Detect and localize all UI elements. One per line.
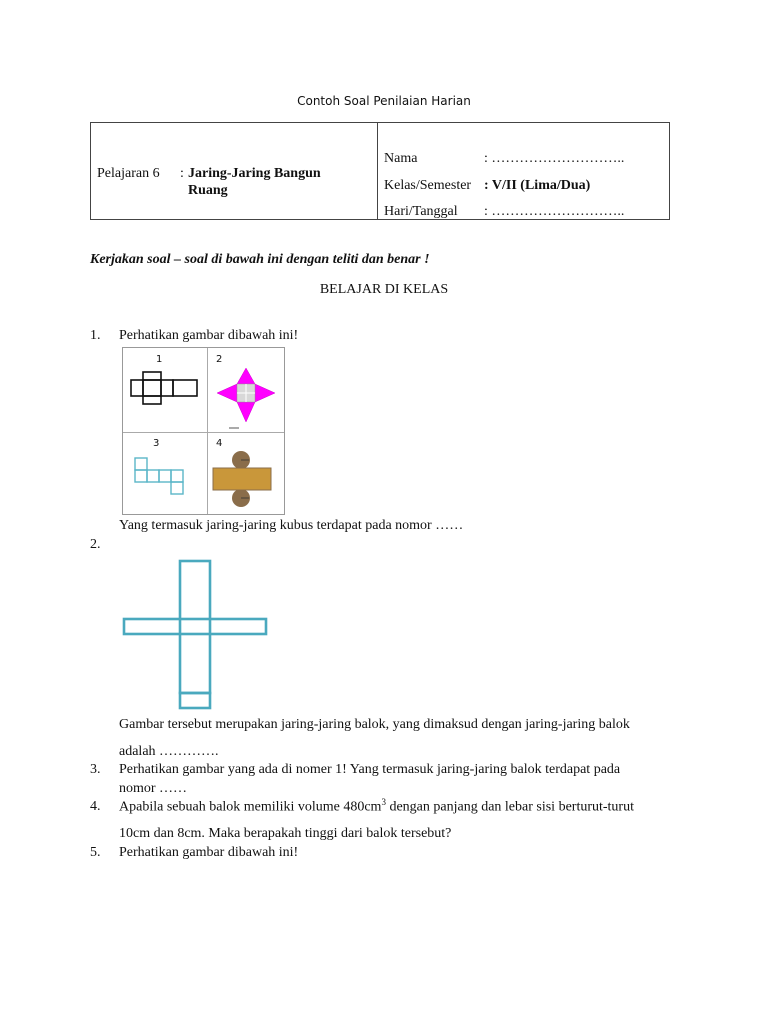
table-divider <box>377 123 378 219</box>
name-label: Nama <box>384 151 418 166</box>
question-4-text-post: dengan panjang dan lebar sisi berturut-turut <box>385 799 634 815</box>
figure-2-cuboid-net <box>120 558 270 712</box>
lesson-topic-line2: Ruang <box>188 183 228 198</box>
figure-label-3: 3 <box>153 438 160 449</box>
lesson-label: Pelajaran 6 <box>97 166 160 181</box>
figure-label-2: 2 <box>216 354 223 365</box>
question-3-text-line2: nomor …… <box>119 781 188 796</box>
question-1-number: 1. <box>90 328 101 343</box>
volume-superscript: 3 <box>381 797 386 807</box>
class-label: Kelas/Semester <box>384 178 472 193</box>
net-4-cylinder-net <box>211 450 279 508</box>
section-heading: BELAJAR DI KELAS <box>319 282 449 297</box>
lesson-colon: : <box>180 166 184 181</box>
question-4-text-line2: 10cm dan 8cm. Maka berapakah tinggi dari balok tersebut? <box>119 826 452 841</box>
grid-divider-vertical <box>207 348 208 514</box>
figure-1-grid <box>122 347 285 515</box>
question-5-number: 5. <box>90 845 101 860</box>
question-3-number: 3. <box>90 762 101 777</box>
date-value: : ……………………….. <box>484 204 625 219</box>
question-4-text-pre: Apabila sebuah balok memiliki volume 480cm <box>119 799 382 815</box>
date-label: Hari/Tanggal <box>384 204 458 219</box>
question-4-text-line1 <box>119 797 634 816</box>
net-2-pyramid-net <box>211 368 283 430</box>
question-5-text: Perhatikan gambar dibawah ini! <box>119 845 299 860</box>
instruction: Kerjakan soal – soal di bawah ini dengan teliti dan benar ! <box>90 252 430 267</box>
question-4-number: 4. <box>90 799 101 814</box>
net-3-teal-cube-net <box>133 456 191 502</box>
net-1-black-cuboid-net <box>129 370 203 408</box>
question-2-text-line2: adalah …………. <box>119 744 219 759</box>
name-value: : ……………………….. <box>484 151 625 166</box>
class-value: : V/II (Lima/Dua) <box>484 178 591 193</box>
question-1-text: Perhatikan gambar dibawah ini! <box>119 328 299 343</box>
lesson-topic-line1: Jaring-Jaring Bangun <box>188 166 321 181</box>
question-3-text-line1: Perhatikan gambar yang ada di nomer 1! Yang termasuk jaring-jaring balok terdapat pada <box>119 762 621 777</box>
question-2-number: 2. <box>90 537 101 552</box>
document-title: Contoh Soal Penilaian Harian <box>297 94 471 108</box>
question-2-text-line1: Gambar tersebut merupakan jaring-jaring balok, yang dimaksud dengan jaring-jaring balok <box>119 717 630 732</box>
grid-divider-horizontal <box>123 432 284 433</box>
figure-label-1: 1 <box>156 354 163 365</box>
figure-label-4: 4 <box>216 438 223 449</box>
question-1-followup: Yang termasuk jaring-jaring kubus terdapat pada nomor …… <box>119 518 464 533</box>
